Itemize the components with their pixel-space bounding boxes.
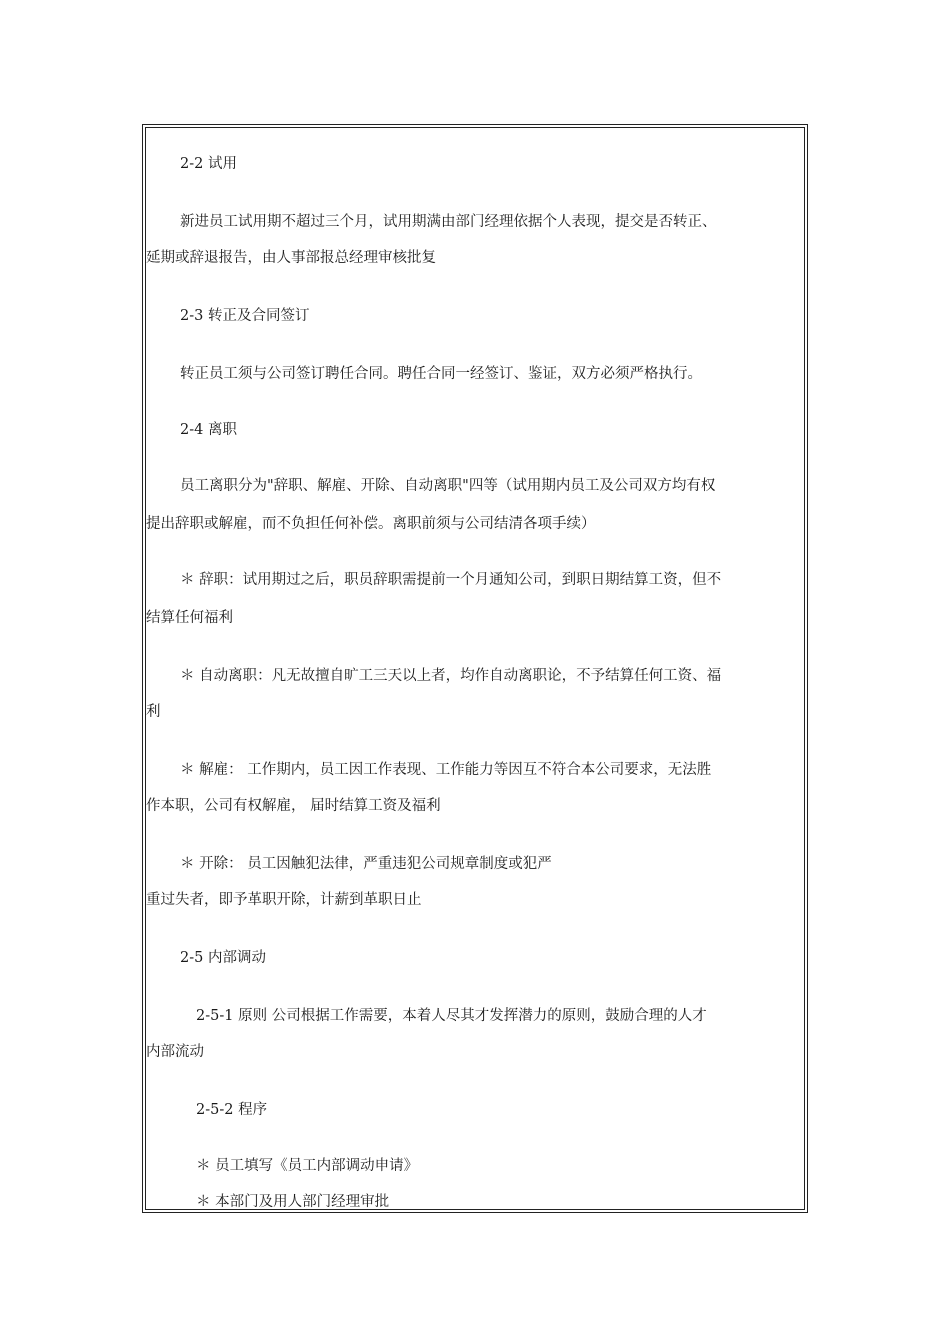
- paragraph-line: 延期或辞退报告，由人事部报总经理审核批复: [146, 250, 436, 266]
- paragraph-line: 提出辞职或解雇，而不负担任何补偿。离职前须与公司结清各项手续）: [146, 516, 596, 532]
- paragraph-line: 员工离职分为"辞职、解雇、开除、自动离职"四等（试用期内员工及公司双方均有权: [180, 478, 716, 494]
- section-heading-2-2: 2-2 试用: [180, 156, 237, 172]
- bullet-line: ＊ 解雇： 工作期内，员工因工作表现、工作能力等因互不符合本公司要求，无法胜: [180, 762, 712, 778]
- bullet-line: ＊ 本部门及用人部门经理审批: [196, 1194, 390, 1210]
- bullet-line: ＊ 辞职：试用期过之后，职员辞职需提前一个月通知公司，到职日期结算工资，但不: [180, 572, 722, 588]
- paragraph-line: 重过失者，即予革职开除，计薪到革职日止: [146, 892, 422, 908]
- paragraph-line: 作本职，公司有权解雇， 届时结算工资及福利: [146, 798, 441, 814]
- paragraph-line: 利: [146, 704, 161, 720]
- paragraph-line: 新进员工试用期不超过三个月，试用期满由部门经理依据个人表现，提交是否转正、: [180, 214, 717, 230]
- bullet-line: ＊ 自动离职：凡无故擅自旷工三天以上者，均作自动离职论，不予结算任何工资、福: [180, 668, 722, 684]
- subsection-heading: 2-5-2 程序: [196, 1102, 268, 1118]
- bullet-line: ＊ 开除： 员工因触犯法律，严重违犯公司规章制度或犯严: [180, 856, 552, 872]
- bullet-line: ＊ 员工填写《员工内部调动申请》: [196, 1158, 419, 1174]
- section-heading-2-4: 2-4 离职: [180, 422, 237, 438]
- content-area: [145, 127, 805, 1210]
- paragraph-line: 内部流动: [146, 1044, 204, 1060]
- paragraph-line: 结算任何福利: [146, 610, 233, 626]
- subsection-line: 2-5-1 原则 公司根据工作需要，本着人尽其才发挥潜力的原则，鼓励合理的人才: [196, 1008, 707, 1024]
- paragraph-line: 转正员工须与公司签订聘任合同。聘任合同一经签订、鉴证，双方必须严格执行。: [180, 366, 702, 382]
- content-frame: [142, 124, 808, 1213]
- section-heading-2-3: 2-3 转正及合同签订: [180, 308, 310, 324]
- section-heading-2-5: 2-5 内部调动: [180, 950, 266, 966]
